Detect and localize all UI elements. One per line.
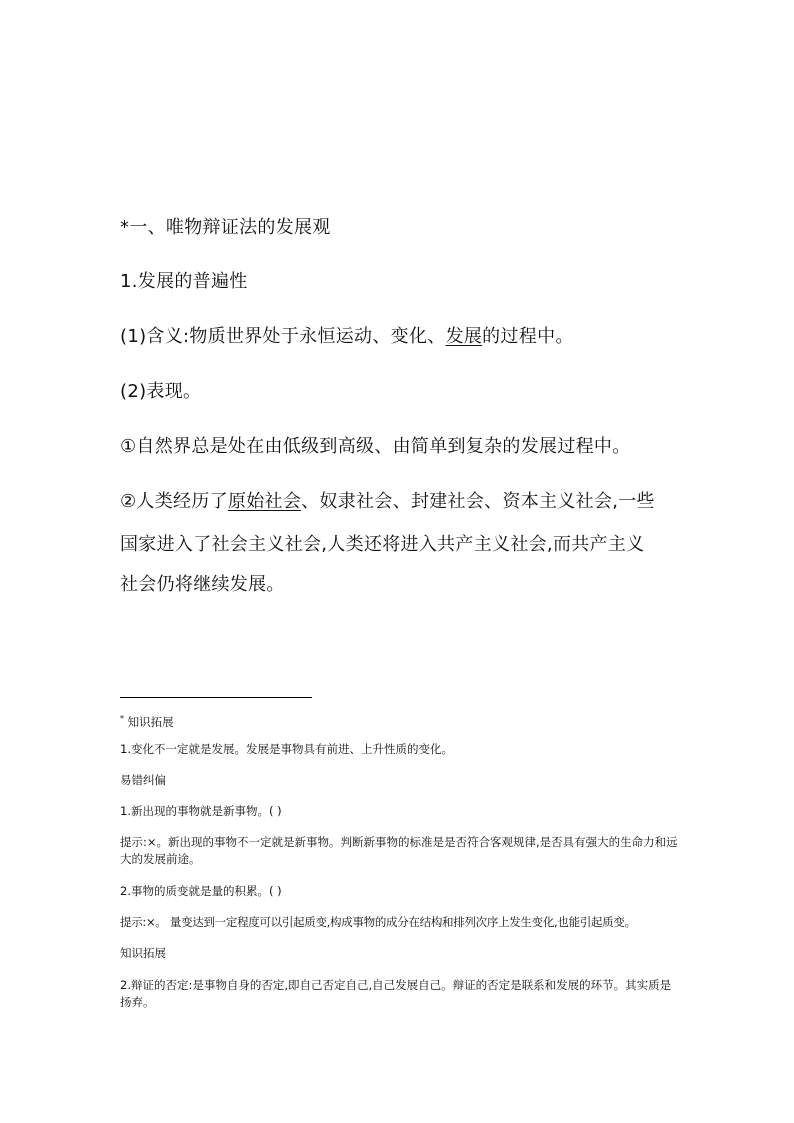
footnote-item-2: 2.辩证的否定:是事物自身的否定,即自己否定自己,自己发展自己。辩证的否定是联系和发展的环节。其实质是扬弃。	[120, 978, 672, 1009]
heading-mark: *	[120, 217, 130, 238]
footnote-title-text: 知识拓展	[127, 714, 174, 729]
footnote-mark: *	[120, 714, 124, 723]
section-heading	[120, 216, 331, 240]
paragraph-nature: ①自然界总是处在由低级到高级、由简单到复杂的发展过程中。	[120, 436, 631, 457]
society-text-end: 、奴隶社会、封建社会、资本主义社会,一些	[301, 491, 655, 512]
underlined-primitive-society: 原始社会	[227, 491, 302, 512]
footnote-answer-1: 提示:×。新出现的事物不一定就是新事物。判断新事物的标准是是否符合客观规律,是否具有强大的生命力和远大的发展前途。	[120, 835, 678, 866]
meaning-text: (1)含义:物质世界处于永恒运动、变化、	[120, 326, 446, 347]
subheading: 1.发展的普遍性	[120, 271, 248, 292]
footnote-question-1: 1.新出现的事物就是新事物。( )	[120, 804, 282, 818]
footnote-section-extension: 知识拓展	[120, 946, 166, 960]
heading-text: 一、唯物辩证法的发展观	[129, 217, 331, 238]
paragraph-society-line3: 社会仍将继续发展。	[120, 574, 285, 595]
footnote-answer-2: 提示:×。 量变达到一定程度可以引起质变,构成事物的成分在结构和排列次序上发生变化,也能引起质变。	[120, 915, 636, 929]
footnote-item-1: 1.变化不一定就是发展。发展是事物具有前进、上升性质的变化。	[120, 742, 453, 756]
paragraph-meaning	[120, 325, 574, 349]
footnote-section-error: 易错纠偏	[120, 773, 166, 787]
paragraph-manifestation: (2)表现。	[120, 381, 202, 402]
footnote-question-2: 2.事物的质变就是量的积累。( )	[120, 884, 282, 898]
society-text: ②人类经历了	[120, 491, 228, 512]
paragraph-society-line2: 国家进入了社会主义社会,人类还将进入共产主义社会,而共产主义	[120, 534, 645, 555]
paragraph-society-line1	[120, 490, 655, 514]
meaning-text-end: 的过程中。	[482, 326, 574, 347]
footnote-title	[120, 710, 680, 731]
footnote-divider	[120, 697, 312, 698]
underlined-development: 发展	[445, 326, 483, 347]
